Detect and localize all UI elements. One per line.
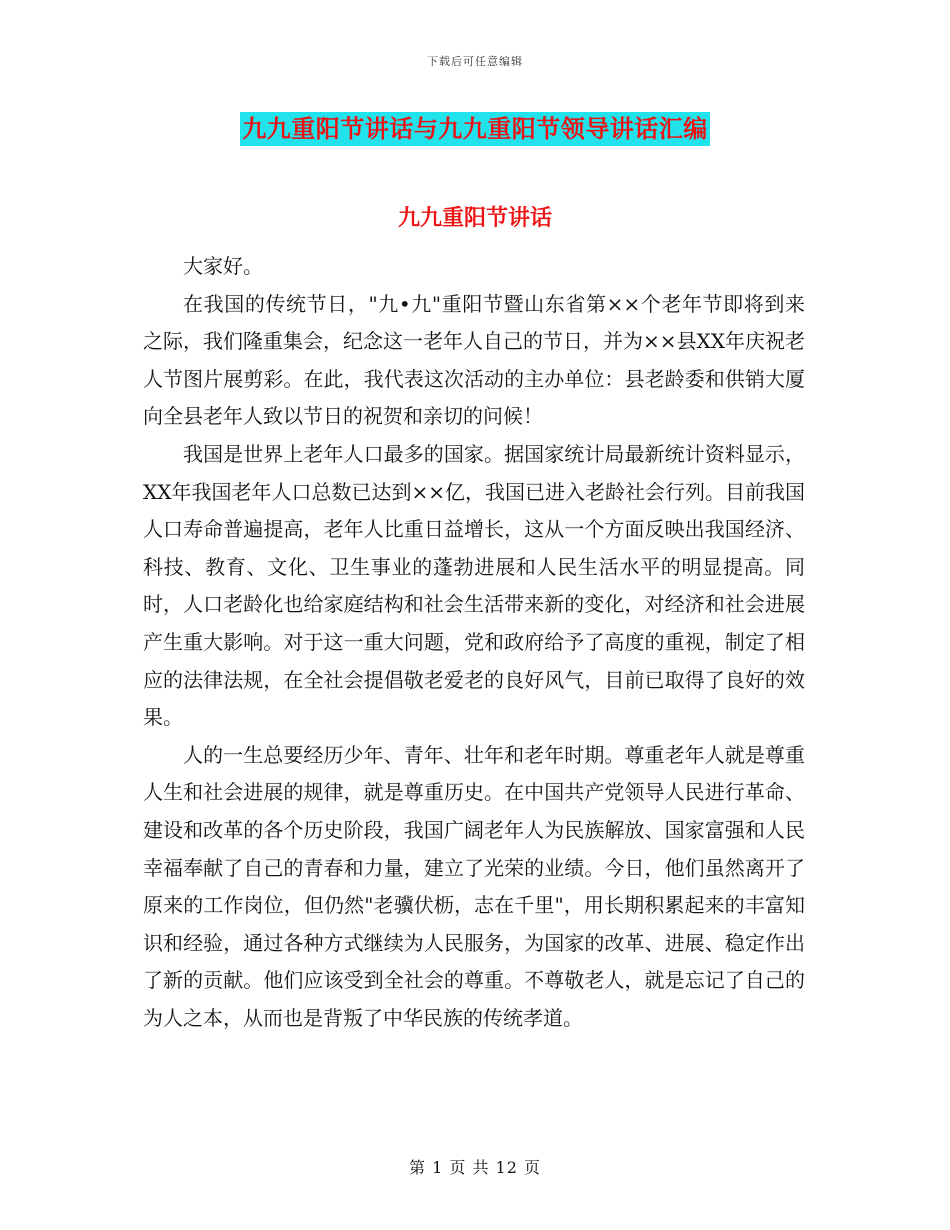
header-note: 下载后可任意编辑	[427, 55, 523, 68]
main-title-container	[0, 112, 950, 146]
paragraph-1: 在我国的传统节日，"九•九"重阳节暨山东省第××个老年节即将到来之际，我们隆重集会，纪念这一老年人自己的节日，并为××县XX年庆祝老人节图片展剪彩。在此，我代表这次活动的主办单位：县老龄委和供销大厦向全县老年人致以节日的祝贺和亲切的问候！	[143, 291, 805, 429]
paragraph-greeting: 大家好。	[183, 254, 263, 278]
section-title: 九九重阳节讲话	[397, 205, 552, 231]
document-body	[143, 248, 805, 1037]
paragraph-2: 我国是世界上老年人口最多的国家。据国家统计局最新统计资料显示，XX年我国老年人口总数已达到××亿，我国已进入老龄社会行列。目前我国人口寿命普遍提高，老年人比重日益增长，这从一个方面反映出我国经济、科技、教育、文化、卫生事业的蓬勃进展和人民生活水平的明显提高。同时，人口老龄化也给家庭结构和社会生活带来新的变化，对经济和社会进展产生重大影响。对于这一重大问题，党和政府给予了高度的重视，制定了相应的法律法规，在全社会提倡敬老爱老的良好风气，目前已取得了良好的效果。	[143, 441, 805, 730]
page-footer: 第 1 页 共 12 页	[409, 1158, 541, 1177]
main-title: 九九重阳节讲话与九九重阳节领导讲话汇编	[240, 112, 710, 146]
paragraph-3: 人的一生总要经历少年、青年、壮年和老年时期。尊重老年人就是尊重人生和社会进展的规律，就是尊重历史。在中国共产党领导人民进行革命、建设和改革的各个历史阶段，我国广阔老年人为民族解放、国家富强和人民幸福奉献了自己的青春和力量，建立了光荣的业绩。今日，他们虽然离开了原来的工作岗位，但仍然"老骥伏枥，志在千里"，用长期积累起来的丰富知识和经验，通过各种方式继续为人民服务，为国家的改革、进展、稳定作出了新的贡献。他们应该受到全社会的尊重。不尊敬老人，就是忘记了自己的为人之本，从而也是背叛了中华民族的传统孝道。	[143, 742, 805, 1030]
